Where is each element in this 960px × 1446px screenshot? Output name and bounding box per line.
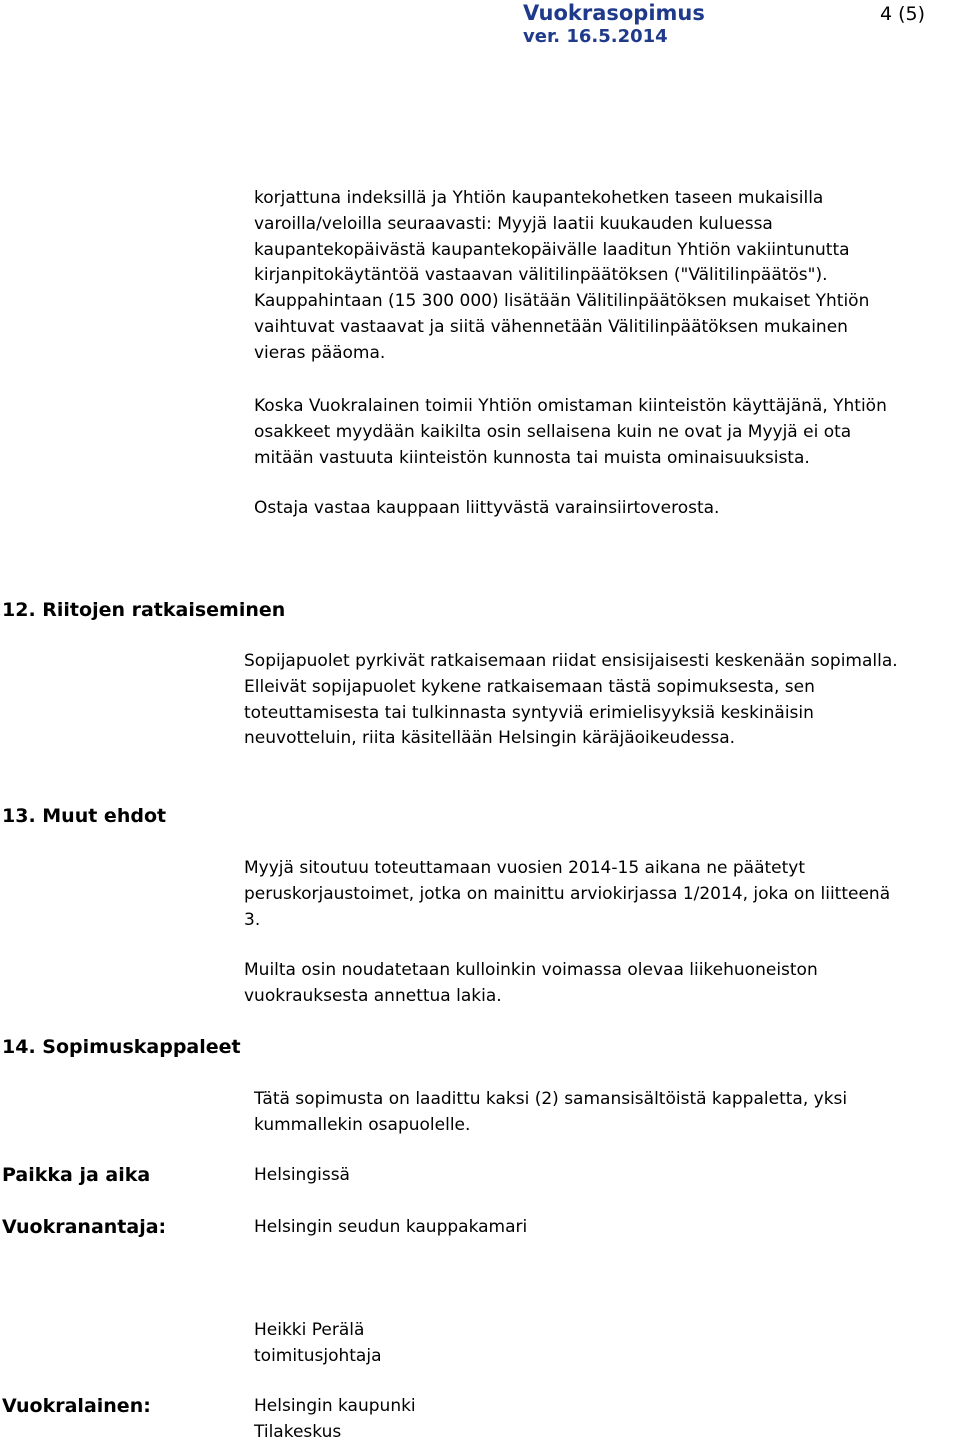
text-line: Tätä sopimusta on laadittu kaksi (2) samansisältöistä kappaletta, yksi bbox=[254, 1089, 848, 1109]
lessee-name: Helsingin kaupunki bbox=[254, 1396, 416, 1416]
lessee-unit: Tilakeskus bbox=[254, 1421, 342, 1442]
signer-name: Heikki Perälä bbox=[254, 1320, 365, 1340]
text-line: 3. bbox=[244, 909, 261, 930]
section-12-heading: 12. Riitojen ratkaiseminen bbox=[2, 599, 286, 621]
lessee-label: Vuokralainen: bbox=[2, 1395, 151, 1417]
text-line: kirjanpitokäytäntöä vastaavan välitilinpäätöksen ("Välitilinpäätös"). bbox=[254, 265, 828, 286]
text-line: varoilla/veloilla seuraavasti: Myyjä laatii kuukauden kuluessa bbox=[254, 213, 773, 234]
text-line: peruskorjaustoimet, jotka on mainittu arviokirjassa 1/2014, joka on liitteenä bbox=[244, 883, 891, 904]
document-version: ver. 16.5.2014 bbox=[523, 26, 668, 47]
text-line: kummallekin osapuolelle. bbox=[254, 1114, 471, 1135]
lessee-block bbox=[254, 1394, 416, 1446]
text-line: Koska Vuokralainen toimii Yhtiön omistaman kiinteistön käyttäjänä, Yhtiön bbox=[254, 396, 887, 416]
section-14-heading: 14. Sopimuskappaleet bbox=[2, 1036, 241, 1058]
section-13-heading: 13. Muut ehdot bbox=[2, 805, 167, 827]
text-line: korjattuna indeksillä ja Yhtiön kaupantekohetken taseen mukaisilla bbox=[254, 188, 824, 208]
text-line: toteuttamisesta tai tulkinnasta syntyviä erimielisyyksiä keskinäisin bbox=[244, 702, 814, 723]
section-13-paragraph-1 bbox=[244, 856, 890, 933]
place-time-value: Helsingissä bbox=[254, 1165, 350, 1185]
text-line: Ostaja vastaa kauppaan liittyvästä varainsiirtoverosta. bbox=[254, 498, 720, 518]
text-line: Elleivät sopijapuolet kykene ratkaisemaan tästä sopimuksesta, sen bbox=[244, 676, 815, 697]
signer-title: toimitusjohtaja bbox=[254, 1345, 382, 1366]
place-time-label: Paikka ja aika bbox=[2, 1164, 151, 1186]
text-line: Muilta osin noudatetaan kulloinkin voimassa olevaa liikehuoneiston bbox=[244, 960, 818, 980]
lessor-value: Helsingin seudun kauppakamari bbox=[254, 1217, 528, 1237]
signer-block bbox=[254, 1318, 382, 1370]
section-12-body bbox=[244, 649, 898, 752]
document-title: Vuokrasopimus bbox=[523, 1, 705, 25]
text-line: Kauppahintaan (15 300 000) lisätään Välitilinpäätöksen mukaiset Yhtiön bbox=[254, 291, 870, 312]
text-line: Sopijapuolet pyrkivät ratkaisemaan riidat ensisijaisesti keskenään sopimalla. bbox=[244, 651, 898, 671]
paragraph-as-is bbox=[254, 394, 887, 471]
text-line: neuvotteluin, riita käsitellään Helsingin käräjäoikeudessa. bbox=[244, 728, 736, 749]
text-line: vaihtuvat vastaavat ja siitä vähennetään Välitilinpäätöksen mukainen bbox=[254, 316, 848, 337]
paragraph-price-adjustment bbox=[254, 186, 869, 367]
text-line: mitään vastuuta kiinteistön kunnosta tai muista ominaisuuksista. bbox=[254, 447, 810, 468]
text-line: vieras pääoma. bbox=[254, 342, 386, 363]
section-14-body bbox=[254, 1087, 847, 1139]
text-line: vuokrauksesta annettua lakia. bbox=[244, 985, 502, 1006]
page-number: 4 (5) bbox=[880, 3, 926, 25]
paragraph-transfer-tax bbox=[254, 496, 719, 522]
text-line: osakkeet myydään kaikilta osin sellaisena kuin ne ovat ja Myyjä ei ota bbox=[254, 421, 852, 442]
lessor-label: Vuokranantaja: bbox=[2, 1216, 167, 1238]
text-line: Myyjä sitoutuu toteuttamaan vuosien 2014-15 aikana ne päätetyt bbox=[244, 858, 806, 878]
section-13-paragraph-2 bbox=[244, 958, 818, 1010]
text-line: kaupantekopäivästä kaupantekopäivälle laaditun Yhtiön vakiintunutta bbox=[254, 239, 850, 260]
